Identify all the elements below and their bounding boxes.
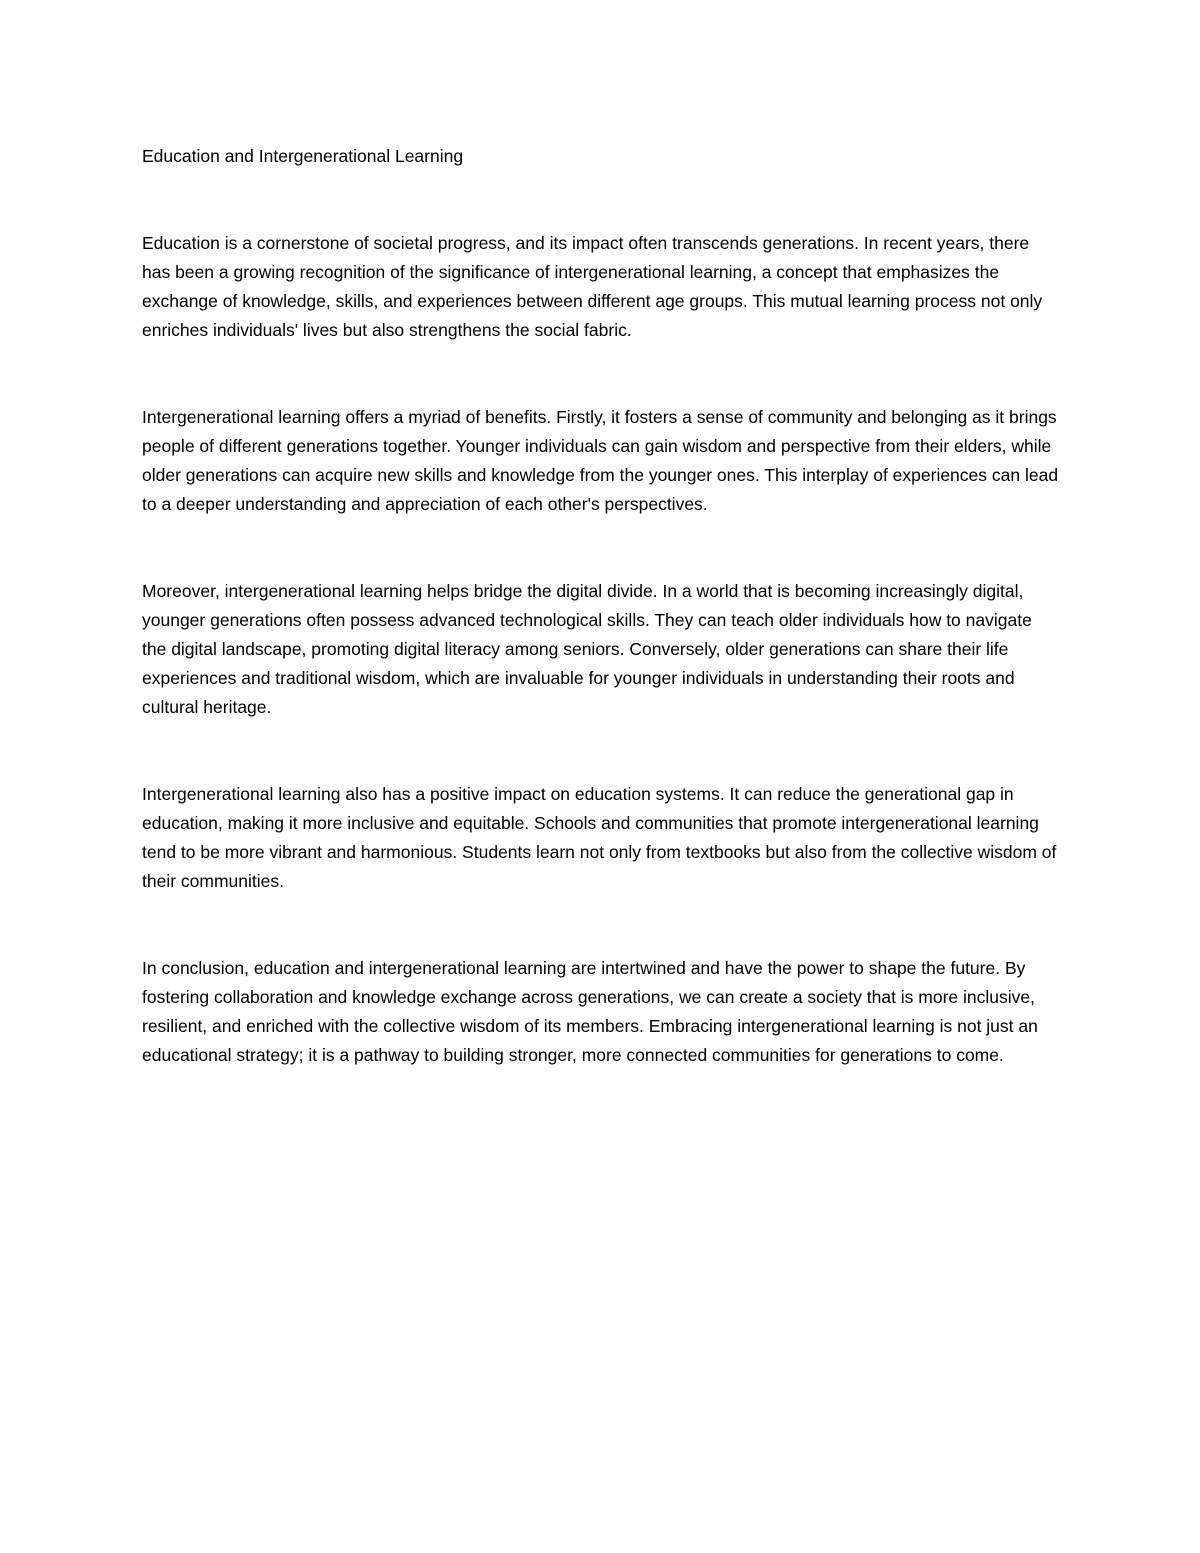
document-body: [142, 142, 1060, 1128]
paragraph-conclusion: In conclusion, education and intergenerational learning are intertwined and have the power to shape the future. By fostering collaboration and knowledge exchange across generations, we can create a society that is more inclusive, resilient, and enriched with the collective wisdom of its members. Embracing intergenerational learning is not just an educational strategy; it is a pathway to building stronger, more connected communities for generations to come.: [142, 958, 1038, 1065]
document-title: Education and Intergenerational Learning: [142, 146, 464, 166]
paragraph-education-systems: Intergenerational learning also has a positive impact on education systems. It can reduce the generational gap in education, making it more inclusive and equitable. Schools and communities that promote intergenerational learning tend to be more vibrant and harmonious. Students learn not only from textbooks but also from the collective wisdom of their communities.: [142, 784, 1057, 891]
paragraph-introduction: Education is a cornerstone of societal progress, and its impact often transcends generations. In recent years, there has been a growing recognition of the significance of intergenerational learning, a concept that emphasizes the exchange of knowledge, skills, and experiences between different age groups. This mutual learning process not only enriches individuals' lives but also strengthens the social fabric.: [142, 233, 1043, 340]
paragraph-benefits: Intergenerational learning offers a myriad of benefits. Firstly, it fosters a sense of community and belonging as it brings people of different generations together. Younger individuals can gain wisdom and perspective from their elders, while older generations can acquire new skills and knowledge from the younger ones. This interplay of experiences can lead to a deeper understanding and appreciation of each other's perspectives.: [142, 407, 1059, 514]
paragraph-digital-divide: Moreover, intergenerational learning helps bridge the digital divide. In a world that is becoming increasingly digital, younger generations often possess advanced technological skills. They can teach older individuals how to navigate the digital landscape, promoting digital literacy among seniors. Conversely, older generations can share their life experiences and traditional wisdom, which are invaluable for younger individuals in understanding their roots and cultural heritage.: [142, 581, 1032, 717]
